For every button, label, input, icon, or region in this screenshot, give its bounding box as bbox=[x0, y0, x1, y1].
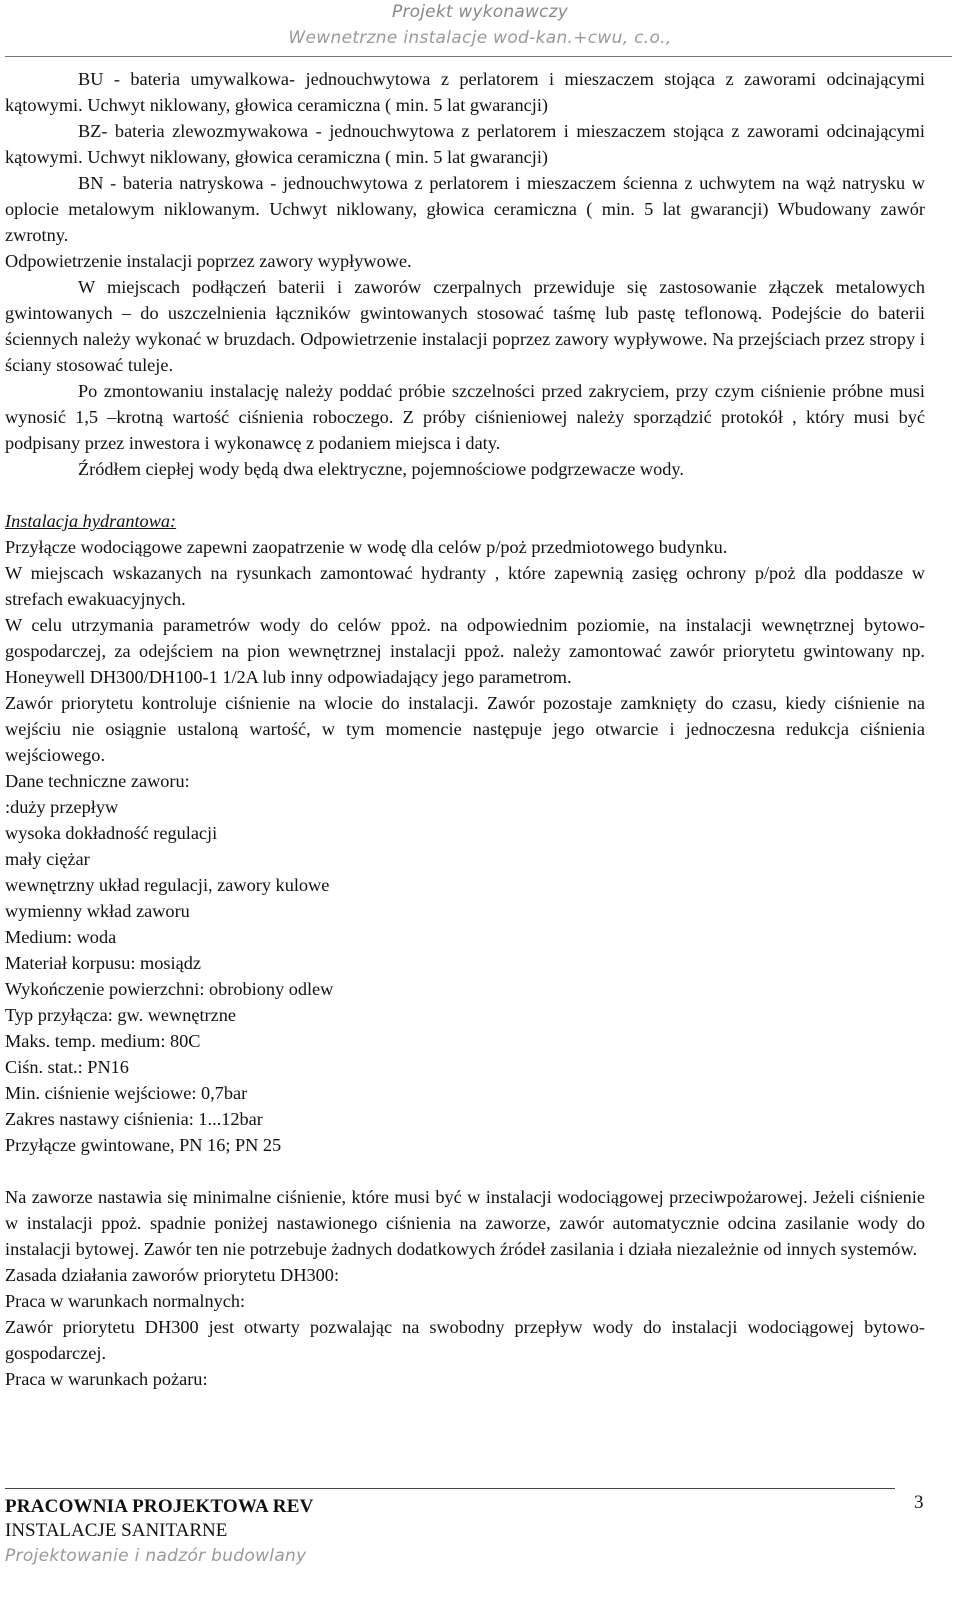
company-tagline: Projektowanie i nadzór budowlany bbox=[5, 1546, 307, 1566]
paragraph-pressure-test: Po zmontowaniu instalację należy poddać próbie szczelności przed zakryciem, przy czym ciśnienie próbne musi wynosić 1,5 –krotną wartość ciśnienia roboczego. Z próby ciśnieniowej należy sporządzić protokół , który musi być podpisany przez inwestora i wykonawcę z podaniem miejsca i daty. bbox=[5, 381, 925, 453]
spec-item: Medium: woda bbox=[5, 927, 117, 947]
spec-item: Ciśn. stat.: PN16 bbox=[5, 1057, 129, 1077]
spec-item: Przyłącze gwintowane, PN 16; PN 25 bbox=[5, 1135, 282, 1155]
paragraph-hot-water: Źródłem ciepłej wody będą dwa elektryczne, pojemnościowe podgrzewacze wody. bbox=[78, 459, 684, 479]
page-number: 3 bbox=[914, 1492, 924, 1513]
spec-item: wysoka dokładność regulacji bbox=[5, 823, 218, 843]
spacer bbox=[5, 1158, 925, 1184]
spec-item: Zakres nastawy ciśnienia: 1...12bar bbox=[5, 1109, 263, 1129]
spec-item: Typ przyłącza: gw. wewnętrzne bbox=[5, 1005, 237, 1025]
paragraph-bu: BU - bateria umywalkowa- jednouchwytowa z perlatorem i mieszaczem stojąca z zaworami odcinającymi kątowymi. Uchwyt niklowany, głowica ceramiczna ( min. 5 lat gwarancji) bbox=[5, 69, 925, 115]
paragraph-bz: BZ- bateria zlewozmywakowa - jednouchwytowa z perlatorem i mieszaczem stojąca z zaworami odcinającymi kątowymi. Uchwyt niklowany, głowica ceramiczna ( min. 5 lat gwarancji) bbox=[5, 121, 925, 167]
spec-item: mały ciężar bbox=[5, 849, 90, 869]
department-name: INSTALACJE SANITARNE bbox=[5, 1520, 228, 1541]
spec-item: Maks. temp. medium: 80C bbox=[5, 1031, 201, 1051]
page-footer bbox=[0, 1470, 960, 1617]
paragraph-priority-valve: W celu utrzymania parametrów wody do celów ppoż. na odpowiednim poziomie, na instalacji wewnętrznej bytowo-gospodarczej, za odejściem na pion wewnętrznej instalacji ppoż. należy zamontować zawór priorytetu gwintowany np. Honeywell DH300/DH100-1 1/2A lub inny odpowiadający jego parametrom. bbox=[5, 615, 925, 687]
paragraph-hydrants: W miejscach wskazanych na rysunkach zamontować hydranty , które zapewnią zasięg ochrony p/poż dla poddasze w strefach ewakuacyjnych. bbox=[5, 563, 925, 609]
paragraph-min-pressure: Na zaworze nastawia się minimalne ciśnienie, które musi być w instalacji wodociągowej przeciwpożarowej. Jeżeli ciśnienie w instalacji ppoż. spadnie poniżej nastawionego ciśnienia na zaworze, zawór automatycznie odcina zasilanie wody do instalacji bytowej. Zawór ten nie potrzebuje żadnych dodatkowych źródeł zasilania i działa niezależnie od innych systemów. bbox=[5, 1187, 925, 1259]
paragraph-venting: Odpowietrzenie instalacji poprzez zawory wypływowe. bbox=[5, 251, 412, 271]
paragraph-connections: W miejscach podłączeń baterii i zaworów czerpalnych przewiduje się zastosowanie złączek metalowych gwintowanych – do uszczelnienia łączników gwintowanych stosować taśmę lub pastę teflonową. Podejście do baterii ściennych należy wykonać w bruzdach. Odpowietrzenie instalacji poprzez zawory wypływowe. Na przejściach przez stropy i ściany stosować tuleje. bbox=[5, 277, 925, 375]
spec-item: :duży przepływ bbox=[5, 797, 119, 817]
section-heading: Instalacja hydrantowa: bbox=[5, 511, 177, 531]
footer-divider bbox=[5, 1488, 895, 1489]
spacer bbox=[5, 482, 925, 508]
header-title: Projekt wykonawczy bbox=[392, 2, 568, 22]
paragraph-fire-title: Praca w warunkach pożaru: bbox=[5, 1369, 208, 1389]
paragraph-normal-title: Praca w warunkach normalnych: bbox=[5, 1291, 246, 1311]
header-divider bbox=[5, 56, 952, 57]
company-name: PRACOWNIA PROJEKTOWA REV bbox=[5, 1496, 314, 1517]
spec-item: wewnętrzny układ regulacji, zawory kulowe bbox=[5, 875, 330, 895]
spec-item: Materiał korpusu: mosiądz bbox=[5, 953, 201, 973]
spec-title: Dane techniczne zaworu: bbox=[5, 771, 190, 791]
paragraph-connection: Przyłącze wodociągowe zapewni zaopatrzenie w wodę dla celów p/poż przedmiotowego budynku. bbox=[5, 537, 728, 557]
page-header bbox=[0, 0, 960, 66]
paragraph-normal-operation: Zawór priorytetu DH300 jest otwarty pozwalając na swobodny przepływ wody do instalacji wodociągowej bytowo-gospodarczej. bbox=[5, 1317, 925, 1363]
paragraph-principle: Zasada działania zaworów priorytetu DH300: bbox=[5, 1265, 340, 1285]
paragraph-valve-operation: Zawór priorytetu kontroluje ciśnienie na wlocie do instalacji. Zawór pozostaje zamknięty do czasu, kiedy ciśnienie na wejściu nie osiągnie ustaloną wartość, w tym momencie następuje jego otwarcie i jednoczesna redukcja ciśnienia wejściowego. bbox=[5, 693, 925, 765]
spec-item: Min. ciśnienie wejściowe: 0,7bar bbox=[5, 1083, 248, 1103]
spec-item: wymienny wkład zaworu bbox=[5, 901, 190, 921]
paragraph-bn: BN - bateria natryskowa - jednouchwytowa z perlatorem i mieszaczem ścienna z uchwytem na wąż natrysku w oplocie metalowym niklowanym. Uchwyt niklowany, głowica ceramiczna ( min. 5 lat gwarancji) Wbudowany zawór zwrotny. bbox=[5, 173, 925, 245]
spec-item: Wykończenie powierzchni: obrobiony odlew bbox=[5, 979, 334, 999]
header-subtitle: Wewnetrzne instalacje wod-kan.+cwu, c.o., bbox=[288, 28, 672, 48]
document-body bbox=[5, 66, 925, 1392]
